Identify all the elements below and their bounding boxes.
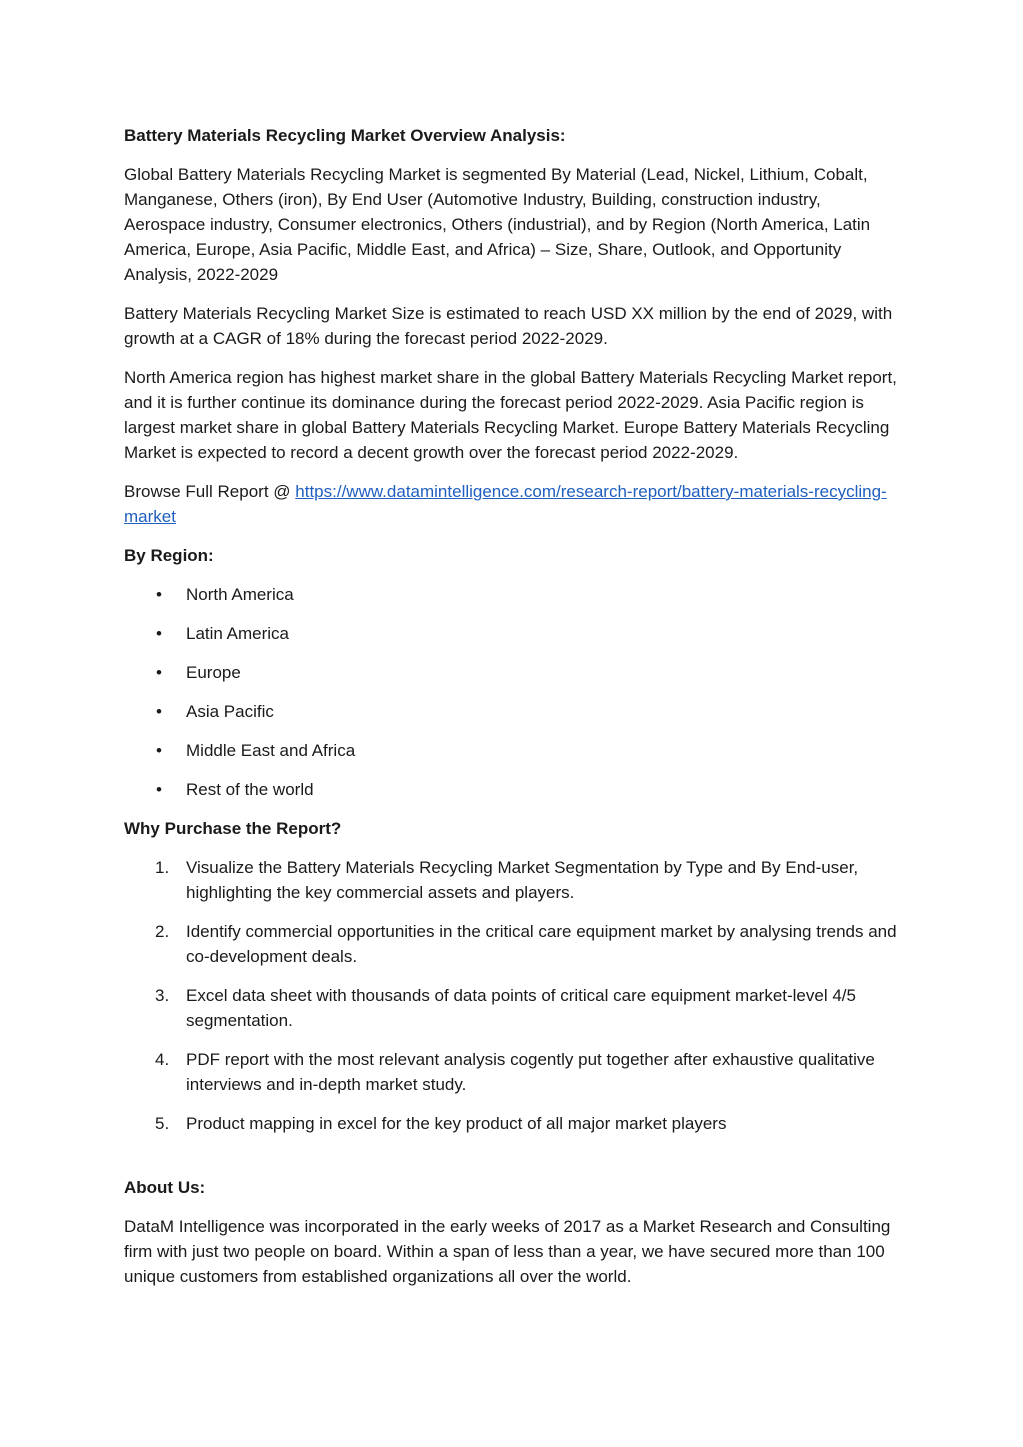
bullet-icon: • bbox=[156, 741, 162, 760]
bullet-icon: • bbox=[156, 585, 162, 604]
about-heading: About Us: bbox=[124, 1178, 206, 1197]
browse-full-report bbox=[124, 479, 904, 529]
region-list bbox=[124, 582, 904, 802]
bullet-icon: • bbox=[156, 624, 162, 643]
full-report-link[interactable]: https://www.datamintelligence.com/research-report/battery-materials-recycling-market bbox=[124, 482, 887, 526]
item-number: 2. bbox=[155, 922, 170, 941]
list-item bbox=[124, 855, 904, 905]
item-number: 3. bbox=[155, 986, 170, 1005]
item-text: Visualize the Battery Materials Recycling Market Segmentation by Type and By End-user, highlighting the key commercial assets and players. bbox=[186, 858, 859, 902]
document-page bbox=[124, 123, 904, 1303]
about-paragraph: DataM Intelligence was incorporated in the early weeks of 2017 as a Market Research and Consulting firm with just two people on board. Within a span of less than a year, we have secured more than 100 unique customers from established organizations all over the world. bbox=[124, 1217, 891, 1286]
item-number: 1. bbox=[155, 858, 170, 877]
item-text: Identify commercial opportunities in the critical care equipment market by analysing trends and co-development deals. bbox=[186, 922, 897, 966]
list-item bbox=[124, 621, 904, 646]
section-spacer bbox=[124, 1150, 904, 1175]
overview-paragraph-regional-share: North America region has highest market share in the global Battery Materials Recycling Market report, and it is further continue its dominance during the forecast period 2022-2029. Asia Pacific region is largest market share in global Battery Materials Recycling Market. Europe Battery Materials Recycling Market is expected to record a decent growth over the forecast period 2022-2029. bbox=[124, 368, 897, 462]
item-text: PDF report with the most relevant analysis cogently put together after exhaustive qualitative interviews and in-depth market study. bbox=[186, 1050, 875, 1094]
list-item bbox=[124, 1047, 904, 1097]
region-item-label: Middle East and Africa bbox=[186, 741, 356, 760]
bullet-icon: • bbox=[156, 663, 162, 682]
list-item bbox=[124, 919, 904, 969]
region-item-label: Latin America bbox=[186, 624, 289, 643]
item-number: 4. bbox=[155, 1050, 170, 1069]
list-item bbox=[124, 660, 904, 685]
overview-paragraph-market-size: Battery Materials Recycling Market Size is estimated to reach USD XX million by the end of 2029, with growth at a CAGR of 18% during the forecast period 2022-2029. bbox=[124, 304, 893, 348]
overview-paragraph-segmentation: Global Battery Materials Recycling Market is segmented By Material (Lead, Nickel, Lithium, Cobalt, Manganese, Others (iron), By End User (Automotive Industry, Building, construction industry, Aerospace industry, Consumer electronics, Others (industrial), and by Region (North America, Latin America, Europe, Asia Pacific, Middle East, and Africa) – Size, Share, Outlook, and Opportunity Analysis, 2022-2029 bbox=[124, 165, 871, 284]
list-item bbox=[124, 777, 904, 802]
region-item-label: North America bbox=[186, 585, 294, 604]
region-item-label: Europe bbox=[186, 663, 241, 682]
list-item bbox=[124, 699, 904, 724]
why-purchase-list bbox=[124, 855, 904, 1136]
region-heading: By Region: bbox=[124, 546, 214, 565]
region-item-label: Rest of the world bbox=[186, 780, 314, 799]
bullet-icon: • bbox=[156, 780, 162, 799]
item-number: 5. bbox=[155, 1114, 170, 1133]
list-item bbox=[124, 983, 904, 1033]
list-item bbox=[124, 738, 904, 763]
why-purchase-heading: Why Purchase the Report? bbox=[124, 819, 342, 838]
bullet-icon: • bbox=[156, 702, 162, 721]
overview-heading: Battery Materials Recycling Market Overview Analysis: bbox=[124, 126, 566, 145]
item-text: Excel data sheet with thousands of data points of critical care equipment market-level 4/5 segmentation. bbox=[186, 986, 856, 1030]
browse-prefix: Browse Full Report @ bbox=[124, 482, 296, 501]
list-item bbox=[124, 582, 904, 607]
region-item-label: Asia Pacific bbox=[186, 702, 274, 721]
list-item bbox=[124, 1111, 904, 1136]
item-text: Product mapping in excel for the key product of all major market players bbox=[186, 1114, 727, 1133]
